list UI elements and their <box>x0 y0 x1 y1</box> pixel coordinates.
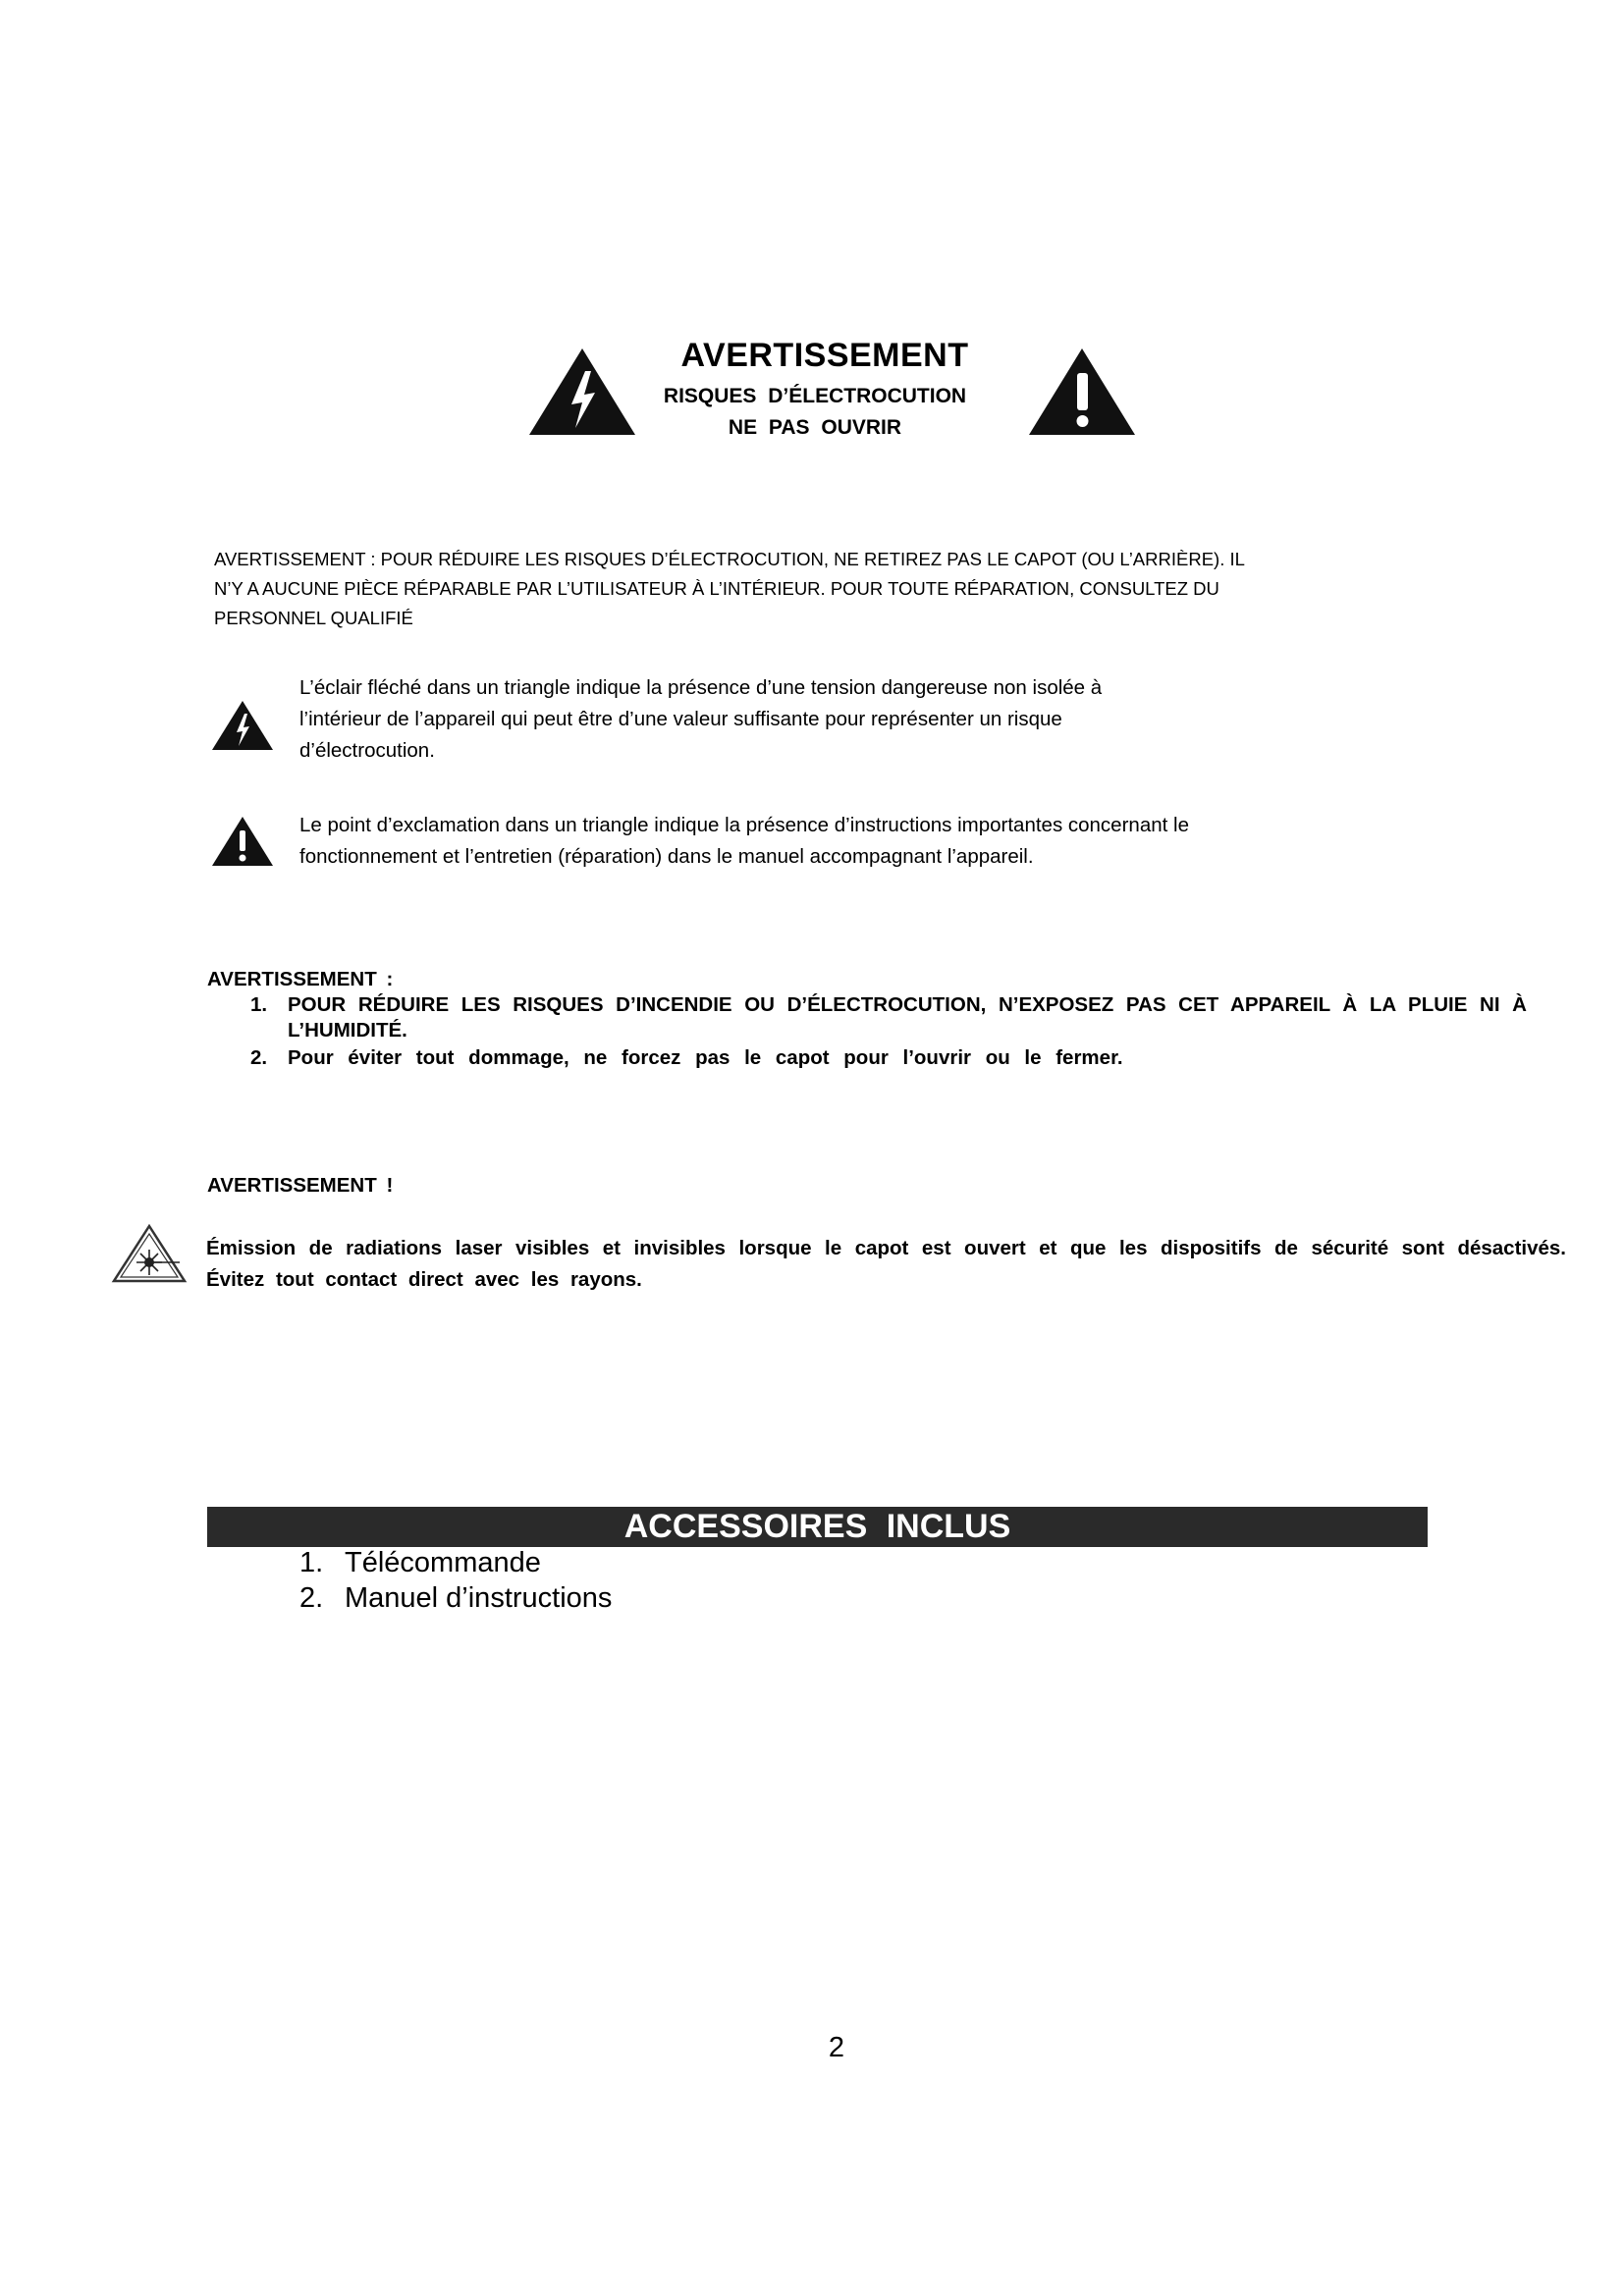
warning-list-item <box>250 1045 1527 1071</box>
warning-item-text: Pour éviter tout dommage, ne forcez pas le capot pour l’ouvrir ou le fermer. <box>288 1046 1123 1069</box>
page-number: 2 <box>828 2032 845 2063</box>
lightning-symbol-icon <box>210 699 275 752</box>
laser-hazard-icon <box>111 1223 188 1284</box>
lightning-triangle-icon <box>526 346 638 438</box>
accessories-heading-bar <box>207 1507 1428 1547</box>
warning-item-number: 1. <box>250 993 268 1016</box>
laser-warning-heading: AVERTISSEMENT ! <box>207 1174 394 1197</box>
intro-warning-line: AVERTISSEMENT : POUR RÉDUIRE LES RISQUES D’ÉLECTROCUTION, NE RETIREZ PAS LE CAPOT (OU L’ARRIÈRE). IL <box>214 549 1245 569</box>
warning-list-item <box>250 992 1527 1043</box>
accessory-label: Télécommande <box>345 1547 541 1578</box>
warning-list-heading: AVERTISSEMENT : <box>207 968 394 990</box>
laser-warning-text: Émission de radiations laser visibles et invisibles lorsque le capot est ouvert et que les dispositifs de sécurité sont désactivés. Évitez tout contact direct avec les rayons. <box>206 1237 1566 1291</box>
accessories-heading: ACCESSOIRES INCLUS <box>623 1508 1011 1545</box>
warning-title: AVERTISSEMENT <box>680 337 969 374</box>
exclamation-description-line: Le point d’exclamation dans un triangle indique la présence d’instructions importantes concernant le <box>299 814 1189 836</box>
exclamation-triangle-icon <box>1026 346 1138 438</box>
intro-warning-line: N’Y A AUCUNE PIÈCE RÉPARABLE PAR L’UTILISATEUR À L’INTÉRIEUR. POUR TOUTE RÉPARATION, CONSULTEZ DU <box>214 578 1219 599</box>
accessory-number: 2. <box>299 1582 324 1614</box>
warning-subtitle-do-not-open: NE PAS OUVRIR <box>728 416 902 439</box>
exclamation-symbol-icon <box>210 815 275 868</box>
accessory-item <box>299 1580 612 1616</box>
intro-warning-line: PERSONNEL QUALIFIÉ <box>214 608 413 628</box>
accessories-list <box>299 1545 612 1616</box>
exclamation-symbol-description <box>299 810 1380 873</box>
warning-item-number: 2. <box>250 1046 268 1069</box>
warning-list <box>250 992 1527 1071</box>
accessory-item <box>299 1545 612 1580</box>
lightning-description-line: d’électrocution. <box>299 739 435 762</box>
accessory-label: Manuel d’instructions <box>345 1582 613 1614</box>
exclamation-description-line: fonctionnement et l’entretien (réparation) dans le manuel accompagnant l’appareil. <box>299 845 1034 868</box>
warning-subtitle-electrocution: RISQUES D’ÉLECTROCUTION <box>663 385 967 407</box>
intro-warning-paragraph <box>214 545 1373 633</box>
warning-item-text: POUR RÉDUIRE LES RISQUES D’INCENDIE OU D’ÉLECTROCUTION, N’EXPOSEZ PAS CET APPAREIL À LA PLUIE NI À L’HUMIDITÉ. <box>288 993 1527 1041</box>
lightning-description-line: L’éclair fléché dans un triangle indique la présence d’une tension dangereuse non isolée à <box>299 676 1103 699</box>
lightning-symbol-description <box>299 672 1242 767</box>
lightning-description-line: l’intérieur de l’appareil qui peut être d’une valeur suffisante pour représenter un risque <box>299 708 1062 730</box>
accessory-number: 1. <box>299 1547 324 1578</box>
